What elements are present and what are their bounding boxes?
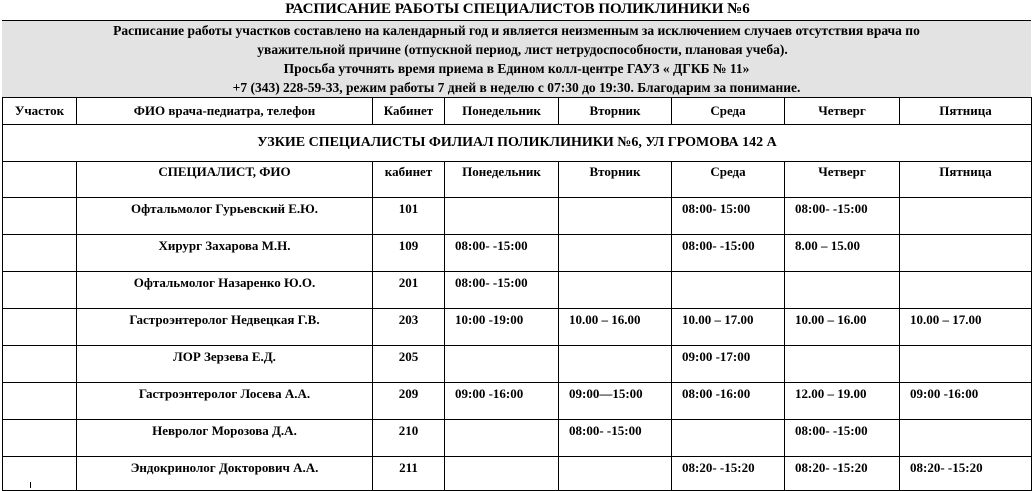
time-cell-mon [445, 198, 559, 235]
subheader-wednesday: Среда [672, 162, 785, 198]
table-row [3, 457, 1032, 491]
table-body [3, 198, 1032, 491]
time-cell-mon: 08:00- -15:00 [445, 272, 559, 309]
time-cell-fri [900, 235, 1032, 272]
time-cell-thu [785, 346, 900, 383]
header-monday: Понедельник [445, 98, 559, 125]
time-cell-tue: 08:00- -15:00 [559, 420, 672, 457]
specialist-name-cell: Гастроэнтеролог Лосева А.А. [77, 383, 373, 420]
subheader-empty [3, 162, 77, 198]
table-row [3, 235, 1032, 272]
room-cell: 210 [373, 420, 445, 457]
room-cell: 211 [373, 457, 445, 491]
uchastok-cell [3, 383, 77, 420]
time-cell-thu [785, 272, 900, 309]
specialist-name-cell: Офтальмолог Назаренко Ю.О. [77, 272, 373, 309]
header-fio: ФИО врача-педиатра, телефон [77, 98, 373, 125]
notice-line-2: уважительной причине (отпускной период, лист нетрудоспособности, плановая учеба). [257, 42, 788, 57]
subheader-thursday: Четверг [785, 162, 900, 198]
uchastok-cell [3, 235, 77, 272]
time-cell-fri [900, 272, 1032, 309]
time-cell-tue [559, 272, 672, 309]
time-cell-thu: 08:20- -15:20 [785, 457, 900, 491]
time-cell-wed: 08:20- -15:20 [672, 457, 785, 491]
room-cell: 203 [373, 309, 445, 346]
subheader-row [3, 162, 1032, 198]
time-cell-wed: 08:00 -16:00 [672, 383, 785, 420]
table-row [3, 383, 1032, 420]
time-cell-tue [559, 198, 672, 235]
time-cell-mon [445, 420, 559, 457]
header-friday: Пятница [900, 98, 1032, 125]
room-cell: 209 [373, 383, 445, 420]
time-cell-thu: 12.00 – 19.00 [785, 383, 900, 420]
time-cell-tue [559, 457, 672, 491]
room-cell: 101 [373, 198, 445, 235]
specialist-name-cell: Хирург Захарова М.Н. [77, 235, 373, 272]
uchastok-cell [3, 346, 77, 383]
subheader-kabinet: кабинет [373, 162, 445, 198]
time-cell-wed [672, 272, 785, 309]
time-cell-tue [559, 346, 672, 383]
time-cell-wed: 09:00 -17:00 [672, 346, 785, 383]
time-cell-fri: 10.00 – 17.00 [900, 309, 1032, 346]
uchastok-cell [3, 309, 77, 346]
time-cell-wed: 10.00 – 17.00 [672, 309, 785, 346]
header-tuesday: Вторник [559, 98, 672, 125]
table-row [3, 309, 1032, 346]
time-cell-wed: 08:00- -15:00 [672, 235, 785, 272]
time-cell-mon [445, 457, 559, 491]
time-cell-wed [672, 420, 785, 457]
time-cell-mon: 08:00- -15:00 [445, 235, 559, 272]
time-cell-wed: 08:00- 15:00 [672, 198, 785, 235]
header-wednesday: Среда [672, 98, 785, 125]
header-kabinet: Кабинет [373, 98, 445, 125]
section-row [3, 125, 1032, 162]
time-cell-fri [900, 346, 1032, 383]
specialist-name-cell: Офтальмолог Гурьевский Е.Ю. [77, 198, 373, 235]
time-cell-mon [445, 346, 559, 383]
subheader-monday: Понедельник [445, 162, 559, 198]
table-row [3, 198, 1032, 235]
table-row [3, 272, 1032, 309]
room-cell: 201 [373, 272, 445, 309]
specialist-name-cell: Гастроэнтеролог Недвецкая Г.В. [77, 309, 373, 346]
notice-line-4: +7 (343) 228-59-33, режим работы 7 дней в неделю с 07:30 до 19:30. Благодарим за понимание. [232, 80, 801, 95]
time-cell-thu: 10.00 – 16.00 [785, 309, 900, 346]
subheader-fio: СПЕЦИАЛИСТ, ФИО [77, 162, 373, 198]
time-cell-thu: 08:00- -15:00 [785, 198, 900, 235]
time-cell-fri [900, 420, 1032, 457]
uchastok-cell [3, 272, 77, 309]
subheader-friday: Пятница [900, 162, 1032, 198]
room-cell: 109 [373, 235, 445, 272]
header-uchastok: Участок [3, 98, 77, 125]
time-cell-fri: 09:00 -16:00 [900, 383, 1032, 420]
time-cell-mon: 09:00 -16:00 [445, 383, 559, 420]
time-cell-mon: 10:00 -19:00 [445, 309, 559, 346]
notice-line-1: Расписание работы участков составлено на календарный год и является неизменным за исключением случаев отсутствия врача по [113, 23, 920, 38]
text-cursor [30, 482, 31, 488]
page-title: РАСПИСАНИЕ РАБОТЫ СПЕЦИАЛИСТОВ ПОЛИКЛИНИКИ №6 [285, 1, 750, 17]
specialist-name-cell: Невролог Морозова Д.А. [77, 420, 373, 457]
uchastok-cell [3, 457, 77, 491]
uchastok-cell [3, 420, 77, 457]
notice-line-3: Просьба уточнять время приема в Едином колл-центре ГАУЗ « ДГКБ № 11» [283, 61, 750, 76]
uchastok-cell [3, 198, 77, 235]
table-header-row [3, 98, 1032, 125]
time-cell-tue: 10.00 – 16.00 [559, 309, 672, 346]
table-row [3, 346, 1032, 383]
room-cell: 205 [373, 346, 445, 383]
schedule-notice [2, 20, 1031, 98]
header-thursday: Четверг [785, 98, 900, 125]
time-cell-fri: 08:20- -15:20 [900, 457, 1032, 491]
time-cell-tue [559, 235, 672, 272]
time-cell-fri [900, 198, 1032, 235]
time-cell-thu: 08:00- -15:00 [785, 420, 900, 457]
subheader-tuesday: Вторник [559, 162, 672, 198]
specialists-schedule-table [2, 97, 1032, 491]
section-title: УЗКИЕ СПЕЦИАЛИСТЫ ФИЛИАЛ ПОЛИКЛИНИКИ №6, УЛ ГРОМОВА 142 А [3, 125, 1032, 162]
table-row [3, 420, 1032, 457]
specialist-name-cell: Эндокринолог Докторович А.А. [77, 457, 373, 491]
time-cell-tue: 09:00—15:00 [559, 383, 672, 420]
time-cell-thu: 8.00 – 15.00 [785, 235, 900, 272]
specialist-name-cell: ЛОР Зерзева Е.Д. [77, 346, 373, 383]
